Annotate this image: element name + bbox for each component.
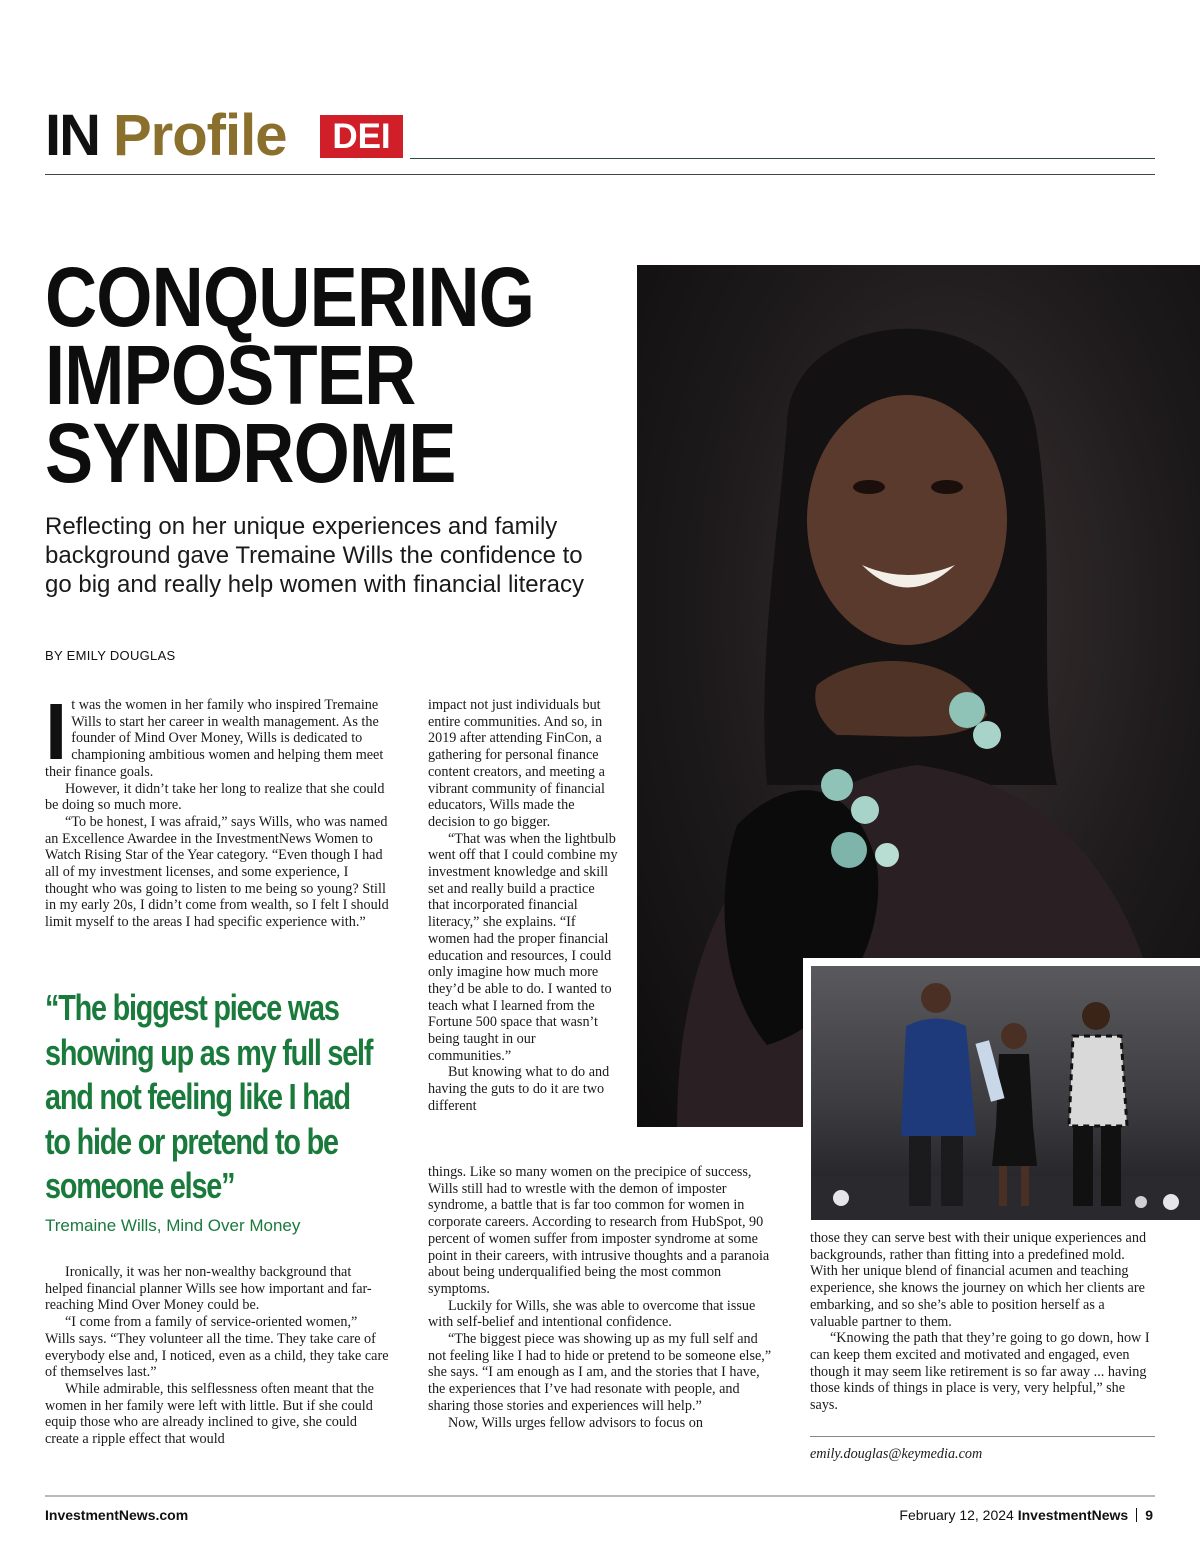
brand-in-wordmark: IN (45, 103, 99, 168)
body-column-1-top (45, 687, 390, 931)
body-paragraph: “To be honest, I was afraid,” says Wills, who was named an Excellence Awardee in the InvestmentNews Women to Watch Rising Star of the Year category. “Even though I had all of my investment licenses, and some experience, I thought who was going to listen to me being so young? Still in my early 20s, I didn’t come from wealth, so I felt I should limit myself to the areas I had specific experience with.” (45, 813, 389, 931)
headline-line: CONQUERING (45, 250, 535, 344)
headline-line: SYNDROME (45, 406, 456, 500)
body-column-2-narrow (428, 697, 618, 1115)
author-email-link[interactable]: emily.douglas@keymedia.com (810, 1446, 983, 1462)
body-column-2-wide (428, 1164, 774, 1431)
pull-quote-attribution: Tremaine Wills, Mind Over Money (45, 1216, 301, 1235)
body-paragraph: “That was when the lightbulb went off that I could combine my investment knowledge and skill set and really build a practice that incorporated financial literacy,” she explains. “If women had the proper financial education and resources, I could only imagine how much more they’d be able to do. I wanted to teach what I learned from the Fortune 500 space that wasn’t being taught in our communities.” (428, 830, 618, 1064)
headline-line: IMPOSTER (45, 328, 416, 422)
footer-folio (899, 1507, 1153, 1523)
body-paragraph: Ironically, it was her non-wealthy background that helped financial planner Wills see how important and far-reaching Mind Over Money could be. (45, 1264, 372, 1314)
drop-cap: I (45, 687, 68, 776)
section-tag-dei: DEI (320, 115, 403, 158)
article-dek: Reflecting on her unique experiences and family background gave Tremaine Wills the confidence to go big and really help women with financial literacy (45, 513, 584, 598)
footer-date: February 12, 2024 (899, 1507, 1014, 1523)
pull-quote-line: someone else” (45, 1165, 235, 1207)
award-ceremony-illustration (811, 966, 1200, 1220)
body-paragraph: impact not just individuals but entire communities. And so, in 2019 after attending FinCon, a gathering for personal finance content creators, and meeting a vibrant community of financial educators, Wills made the decision to go bigger. (428, 697, 605, 830)
footer-divider (1136, 1508, 1137, 1522)
body-paragraph: “The biggest piece was showing up as my full self and not feeling like I had to hide or pretend to be someone else,” she says. “I am enough as I am, and the stories that I have, the experiences that I’ve had resonate with people, and sharing those stories and experiences will help.” (428, 1331, 772, 1414)
footer-publication: InvestmentNews (1017, 1507, 1129, 1523)
body-paragraph: However, it didn’t take her long to realize that she could be doing so much more. (45, 780, 385, 814)
body-paragraph: Now, Wills urges fellow advisors to focus on (448, 1414, 703, 1431)
footer-rule (45, 1495, 1155, 1497)
body-paragraph: “Knowing the path that they’re going to go down, how I can keep them excited and motivated and engaged, even though it may seem like retirement is so far away ... having those kinds of things in place is very, very helpful,” she says. (810, 1330, 1150, 1414)
header-rule-full (45, 174, 1155, 175)
byline: BY EMILY DOUGLAS (45, 648, 176, 663)
pull-quote-line: and not feeling like I had (45, 1076, 350, 1118)
award-ceremony-photo (811, 966, 1200, 1220)
header-rule (410, 158, 1155, 159)
body-paragraph: those they can serve best with their unique experiences and backgrounds, rather than fitting into a predefined mold. With her unique blend of financial acumen and teaching experience, she knows the journey on which her clients are embarking, and so she’s able to position herself as a valuable partner to them. (810, 1230, 1147, 1330)
body-paragraph: But knowing what to do and having the guts to do it are two different (428, 1064, 610, 1114)
footer-site[interactable]: InvestmentNews.com (45, 1507, 189, 1523)
brand-profile-wordmark: Profile (113, 103, 287, 168)
body-paragraph: Luckily for Wills, she was able to overcome that issue with self-belief and intentional confidence. (428, 1297, 756, 1331)
body-column-3 (810, 1230, 1155, 1414)
body-paragraph: While admirable, this selflessness often meant that the women in her family were left with little. But if she could equip those who are already inclined to give, she could create a ripple effect that would (45, 1380, 374, 1448)
pull-quote-line: showing up as my full self (45, 1031, 373, 1073)
body-paragraph: things. Like so many women on the precipice of success, Wills still had to wrestle with the demon of imposter syndrome, a battle that is far too common for women in corporate careers. According to research from HubSpot, 90 percent of women suffer from imposter syndrome at some point in their careers, with intrusive thoughts and a paranoia about being underqualified being the most common symptoms. (428, 1164, 770, 1297)
body-paragraph: t was the women in her family who inspired Tremaine Wills to start her career in wealth management. As the founder of Mind Over Money, Wills is dedicated to championing ambitious women and helping them meet their finance goals. (45, 697, 384, 780)
body-paragraph: “I come from a family of service-oriented women,” Wills says. “They volunteer all the time. They take care of everybody else and, I noticed, even as a child, they take care of themselves last.” (45, 1314, 389, 1381)
body-column-1-bottom (45, 1264, 390, 1448)
award-photo-frame (803, 958, 1200, 1228)
email-rule (810, 1436, 1155, 1437)
headline (45, 250, 544, 500)
pull-quote-line: “The biggest piece was (45, 987, 339, 1028)
page-number: 9 (1145, 1507, 1153, 1523)
pull-quote (45, 986, 373, 1209)
pull-quote-line: to hide or pretend to be (45, 1120, 338, 1162)
